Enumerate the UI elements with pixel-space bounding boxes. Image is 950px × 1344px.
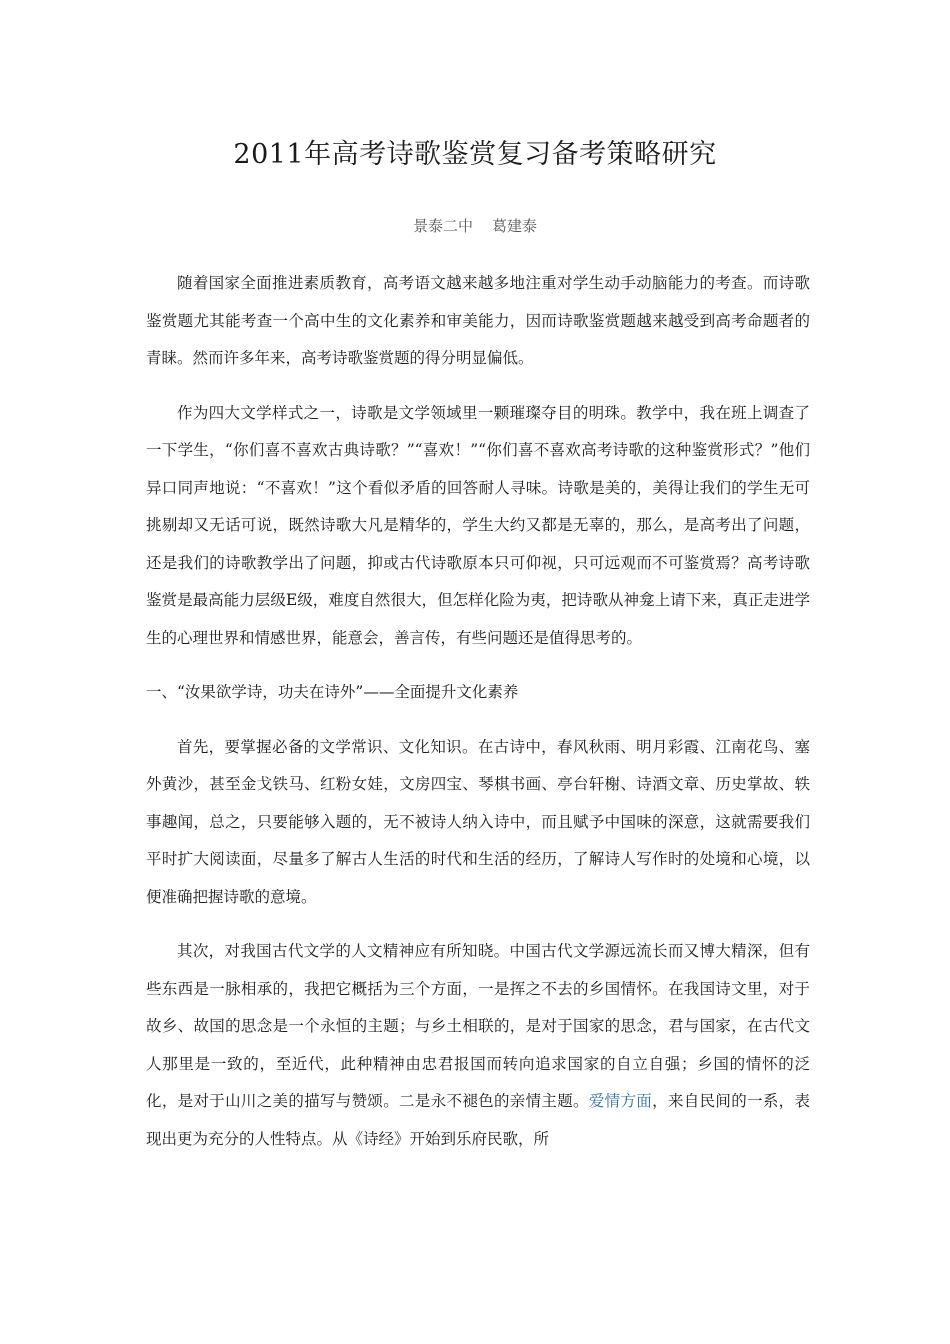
body-paragraph: 首先，要掌握必备的文学常识、文化知识。在古诗中，春风秋雨、明月彩霞、江南花鸟、塞外黄沙，甚至金戈铁马、红粉女娃，文房四宝、琴棋书画、亭台轩榭、诗酒文章、历史掌故、轶事趣闻，总之，只要能够入题的，无不被诗人纳入诗中，而且赋予中国味的深意，这就需要我们平时扩大阅读面，尽量多了解古人生活的时代和生活的经历，了解诗人写作时的处境和心境，以便准确把握诗歌的意境。 bbox=[146, 737, 810, 906]
body-paragraph: 随着国家全面推进素质教育，高考语文越来越多地注重对学生动手动脑能力的考查。而诗歌鉴赏题尤其能考查一个高中生的文化素养和审美能力，因而诗歌鉴赏题越来越受到高考命题者的青睐。然而许多年来，高考诗歌鉴赏题的得分明显偏低。 bbox=[146, 274, 810, 367]
document-title: 2011年高考诗歌鉴赏复习备考策略研究 bbox=[233, 139, 717, 170]
document-body bbox=[146, 265, 810, 1175]
paragraph-text: 其次，对我国古代文学的人文精神应有所知晓。中国古代文学源远流长而又博大精深，但有些东西是一脉相承的，我把它概括为三个方面，一是挥之不去的乡国情怀。在我国诗文里，对于故乡、故国的思念是一个永恒的主题；与乡土相联的，是对于国家的思念，君与国家，在古代文人那里是一致的，至近代，此种精神由忠君报国而转向追求国家的自立自强；乡国的情怀的泛化，是对于山川之美的描写与赞颂。二是永不褪色的亲情主题。 bbox=[146, 942, 810, 1110]
body-paragraph: 作为四大文学样式之一，诗歌是文学领域里一颗璀璨夺目的明珠。教学中，我在班上调查了一下学生，“你们喜不喜欢古典诗歌？”“喜欢！”“你们喜不喜欢高考诗歌的这种鉴赏形式？”他们异口同声地说：“不喜欢！”这个看似矛盾的回答耐人寻味。诗歌是美的，美得让我们的学生无可挑剔却又无话可说，既然诗歌大凡是精华的，学生大约又都是无辜的，那么，是高考出了问题，还是我们的诗歌教学出了问题，抑或古代诗歌原本只可仰视，只可远观而不可鉴赏焉？高考诗歌鉴赏是最高能力层级E级，难度自然很大，但怎样化险为夷，把诗歌从神龛上请下来，真正走进学生的心理世界和情感世界，能意会，善言传，有些问题还是值得思考的。 bbox=[146, 403, 810, 647]
section-heading: 一、“汝果欲学诗，功夫在诗外”——全面提升文化素养 bbox=[146, 683, 519, 701]
hyperlink[interactable]: 爱情方面 bbox=[588, 1092, 653, 1110]
body-paragraph bbox=[146, 933, 810, 1158]
paragraph-text: ，来自民间的一系，表现出更为充分的人性特点。从《诗经》开始到乐府民歌，所 bbox=[146, 1092, 810, 1148]
author-line: 景泰二中 葛建泰 bbox=[412, 217, 538, 235]
